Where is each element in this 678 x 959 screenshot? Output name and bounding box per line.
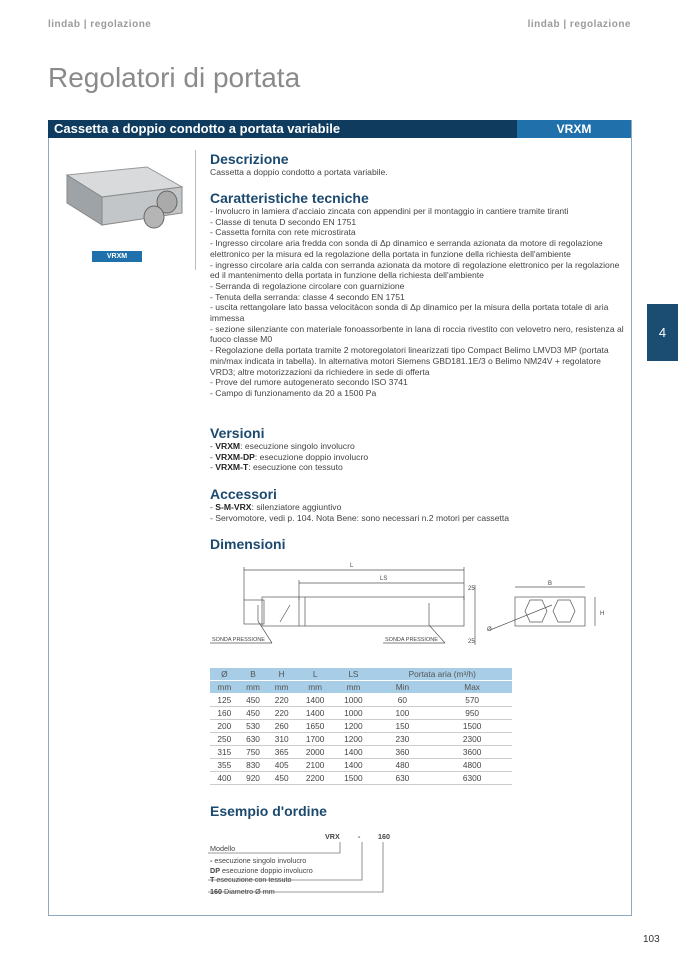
spec-item: - uscita rettangolare lato bassa velocitàcon sonda di Δp dinamico per la misura della portata totale di aria immessa	[210, 302, 609, 324]
col-header: Portata aria (m³/h)	[373, 668, 512, 681]
accessory-item: - Servomotore, vedi p. 104. Nota Bene: sono necessari n.2 motori per cassetta	[210, 512, 510, 523]
running-header-left: lindab | regolazione	[48, 19, 152, 30]
table-row	[210, 720, 512, 733]
table-cell: 365	[267, 746, 296, 759]
label-probe-2: SONDA PRESSIONE	[385, 637, 438, 643]
caratteristiche-list	[210, 206, 625, 399]
label-probe-1: SONDA PRESSIONE	[212, 637, 265, 643]
table-cell: 1400	[296, 707, 334, 720]
table-cell: 830	[239, 759, 268, 772]
ordine-heading: Esempio d'ordine	[210, 803, 327, 819]
spec-item: - Ingresso circolare aria fredda con sonda di Δp dinamico e serranda azionata da motore di regolazione elettronico per la misura ed la regolazione della portata in funzione della richiesta dell'ambiente	[210, 238, 603, 259]
table-cell: 260	[267, 720, 296, 733]
table-cell: 1650	[296, 720, 334, 733]
table-cell: 405	[267, 759, 296, 772]
product-image	[62, 165, 187, 250]
spec-item: - Prove del rumore autogenerato secondo ISO 3741	[210, 377, 408, 388]
unit: Max	[432, 681, 512, 694]
table-cell: 3600	[432, 746, 512, 759]
unit: Min	[373, 681, 433, 694]
table-cell: 1000	[334, 694, 372, 707]
spec-item: - Serranda di regolazione circolare con guarnizione	[210, 280, 405, 291]
order-code: VRX	[325, 832, 340, 841]
section-code: VRXM	[517, 120, 631, 138]
table-cell: 150	[373, 720, 433, 733]
table-row	[210, 733, 512, 746]
table-cell: 530	[239, 720, 268, 733]
dimensioni-heading: Dimensioni	[210, 536, 286, 552]
table-cell: 355	[210, 759, 239, 772]
col-header: B	[239, 668, 268, 681]
table-row	[210, 746, 512, 759]
running-header-right: lindab | regolazione	[527, 19, 631, 30]
unit: mm	[210, 681, 239, 694]
table-cell: 160	[210, 707, 239, 720]
chapter-tab[interactable]: 4	[647, 304, 678, 361]
col-header: Ø	[210, 668, 239, 681]
unit: mm	[267, 681, 296, 694]
order-separator: -	[358, 832, 361, 841]
table-cell: 920	[239, 772, 268, 785]
table-cell: 1200	[334, 720, 372, 733]
version-item: - VRXM: esecuzione singolo involucro	[210, 441, 355, 451]
table-cell: 1000	[334, 707, 372, 720]
table-row	[210, 759, 512, 772]
table-cell: 220	[267, 694, 296, 707]
section-title: Cassetta a doppio condotto a portata variabile	[48, 120, 517, 138]
table-cell: 950	[432, 707, 512, 720]
label-B: B	[548, 581, 553, 587]
spec-item: - sezione silenziante con materiale fonoassorbente in lana di roccia rivestito con velovetro nero, resistenza al fuoco classe M0	[210, 323, 624, 345]
spec-item: - ingresso circolare aria calda con serranda azionata da motore di regolazione elettronico per la regolazione ed il mantenimento della portata in funzione della richiesta dell'ambiente	[210, 259, 620, 281]
table-cell: 630	[239, 733, 268, 746]
table-row	[210, 694, 512, 707]
spec-item: - Regolazione della portata tramite 2 motoregolatori linearizzati tipo Compact Belimo LMVD3 MP (portata min/max indicata in tabella). In alternativa motori Siemens GBD181.1E/3 o Belimo NM24V + regolatore VRD3; altre motorizzazioni da richiedere in sede di offerta	[210, 345, 609, 377]
table-cell: 310	[267, 733, 296, 746]
page-number: 103	[643, 934, 660, 945]
table-cell: 250	[210, 733, 239, 746]
table-cell: 450	[267, 772, 296, 785]
table-cell: 1400	[296, 694, 334, 707]
descrizione-text: Cassetta a doppio condotto a portata variabile.	[210, 167, 388, 177]
spec-item: - Cassetta fornita con rete microstirata	[210, 227, 356, 238]
table-cell: 125	[210, 694, 239, 707]
table-cell: 1700	[296, 733, 334, 746]
spec-item: - Classe di tenuta D secondo EN 1751	[210, 216, 357, 227]
accessori-heading: Accessori	[210, 486, 277, 502]
table-row	[210, 707, 512, 720]
product-badge: VRXM	[92, 251, 142, 262]
table-cell: 6300	[432, 772, 512, 785]
label-gap-top: 25	[468, 586, 475, 592]
table-cell: 630	[373, 772, 433, 785]
divider	[195, 150, 196, 270]
table-cell: 570	[432, 694, 512, 707]
accessori-list	[210, 502, 625, 523]
order-line: - esecuzione singolo involucro	[210, 856, 307, 865]
unit: mm	[296, 681, 334, 694]
col-header: H	[267, 668, 296, 681]
table-cell: 1500	[432, 720, 512, 733]
versioni-heading: Versioni	[210, 425, 265, 441]
table-row	[210, 772, 512, 785]
table-cell: 2200	[296, 772, 334, 785]
order-line: T esecuzione con tessuto	[210, 875, 292, 885]
order-modello: Modello	[210, 844, 236, 853]
page-title: Regolatori di portata	[48, 62, 301, 93]
table-cell: 1200	[334, 733, 372, 746]
table-cell: 200	[210, 720, 239, 733]
table-cell: 1500	[334, 772, 372, 785]
label-phi: Ø	[487, 627, 492, 633]
order-size: 160	[378, 832, 390, 841]
version-item: - VRXM-T: esecuzione con tessuto	[210, 462, 343, 473]
col-header: L	[296, 668, 334, 681]
spec-item: - Tenuta della serranda: classe 4 secondo EN 1751	[210, 291, 405, 302]
col-header: LS	[334, 668, 372, 681]
caratteristiche-heading: Caratteristiche tecniche	[210, 190, 369, 206]
dimensions-table	[210, 668, 512, 785]
order-legend	[210, 856, 313, 896]
table-cell: 1400	[334, 759, 372, 772]
unit: mm	[239, 681, 268, 694]
table-cell: 480	[373, 759, 433, 772]
table-cell: 450	[239, 707, 268, 720]
version-item: - VRXM-DP: esecuzione doppio involucro	[210, 451, 369, 462]
order-line: DP esecuzione doppio involucro	[210, 865, 313, 875]
label-LS: LS	[380, 576, 388, 582]
spec-item: - Campo di funzionamento da 20 a 1500 Pa	[210, 387, 377, 398]
unit: mm	[334, 681, 372, 694]
table-units-row	[210, 681, 512, 694]
label-gap-bottom: 25	[468, 639, 475, 645]
versioni-list	[210, 441, 625, 473]
table-cell: 220	[267, 707, 296, 720]
spec-item: - Involucro in lamiera d'acciaio zincata con appendini per il montaggio in cantiere tramite tiranti	[210, 206, 569, 216]
order-line: 160 Diametro Ø mm	[210, 886, 275, 896]
table-cell: 315	[210, 746, 239, 759]
table-cell: 400	[210, 772, 239, 785]
descrizione-heading: Descrizione	[210, 151, 289, 167]
table-cell: 60	[373, 694, 433, 707]
table-cell: 1400	[334, 746, 372, 759]
table-header-row	[210, 668, 512, 681]
table-cell: 100	[373, 707, 433, 720]
accessory-item: - S-M-VRX: silenziatore aggiuntivo	[210, 502, 342, 512]
table-cell: 2300	[432, 733, 512, 746]
table-cell: 750	[239, 746, 268, 759]
table-cell: 2000	[296, 746, 334, 759]
table-cell: 450	[239, 694, 268, 707]
table-cell: 4800	[432, 759, 512, 772]
dimension-drawing	[200, 555, 620, 660]
table-cell: 2100	[296, 759, 334, 772]
label-L: L	[350, 563, 354, 569]
table-cell: 230	[373, 733, 433, 746]
label-H: H	[600, 611, 605, 617]
table-cell: 360	[373, 746, 433, 759]
